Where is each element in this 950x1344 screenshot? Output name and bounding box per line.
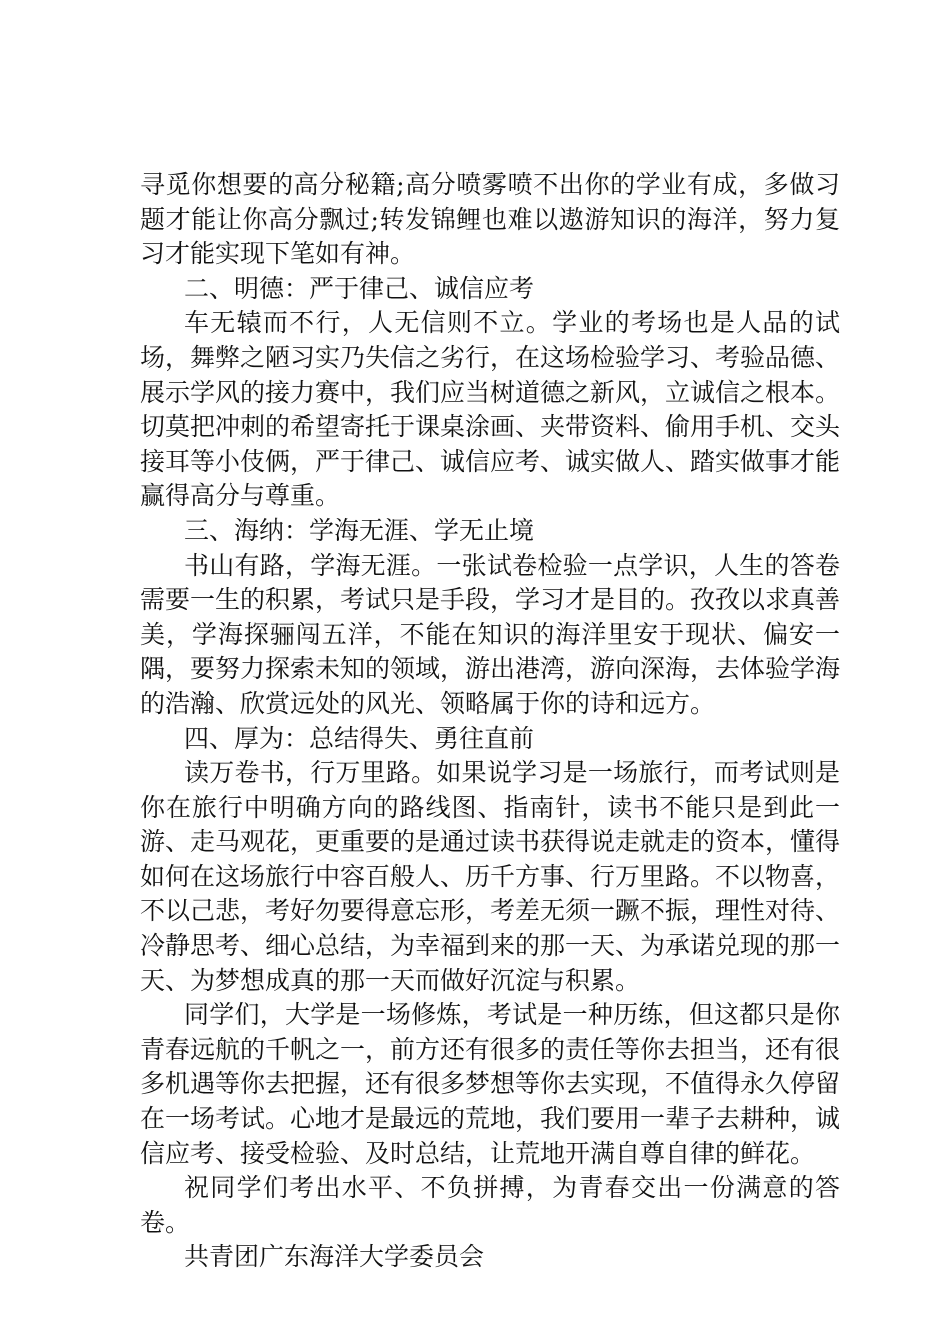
paragraph-mingde: 车无辕而不行，人无信则不立。学业的考场也是人品的试场，舞弊之陋习实乃失信之劣行，在这场检验学习、考验品德、展示学风的接力赛中，我们应当树道德之新风，立诚信之根本。切莫把冲刺的希望寄托于课桌涂画、夹带资料、偷用手机、交头接耳等小伎俩，严于律己、诚信应考、诚实做人、踏实做事才能赢得高分与尊重。 bbox=[140, 308, 841, 511]
paragraph-houwei: 读万卷书，行万里路。如果说学习是一场旅行，而考试则是你在旅行中明确方向的路线图、指南针，读书不能只是到此一游、走马观花，更重要的是通过读书获得说走就走的资本，懂得如何在这场旅行中容百般人、历千方事、行万里路。不以物喜，不以己悲，考好勿要得意忘形，考差无须一蹶不振，理性对待、冷静思考、细心总结，为幸福到来的那一天、为承诺兑现的那一天、为梦想成真的那一天而做好沉淀与积累。 bbox=[140, 758, 841, 995]
document-body bbox=[140, 168, 840, 1275]
section-heading-haina: 三、海纳：学海无涯、学无止境 bbox=[184, 515, 535, 545]
signature-organization: 共青团广东海洋大学委员会 bbox=[184, 1242, 485, 1272]
paragraph-haina: 书山有路，学海无涯。一张试卷检验一点学识，人生的答卷需要一生的积累，考试只是手段，学习才是目的。孜孜以求真善美，学海探骊闯五洋，不能在知识的海洋里安于现状、偏安一隅，要努力探索未知的领域，游出港湾，游向深海，去体验学海的浩瀚、欣赏远处的风光、领略属于你的诗和远方。 bbox=[140, 550, 841, 718]
paragraph-intro: 寻觅你想要的高分秘籍;高分喷雾喷不出你的学业有成，多做习题才能让你高分飘过;转发锦鲤也难以遨游知识的海洋，努力复习才能实现下笔如有神。 bbox=[140, 170, 840, 269]
section-heading-houwei: 四、厚为：总结得失、勇往直前 bbox=[184, 723, 535, 753]
section-heading-mingde: 二、明德：严于律己、诚信应考 bbox=[184, 273, 535, 303]
paragraph-classmates: 同学们，大学是一场修炼，考试是一种历练，但这都只是你青春远航的千帆之一，前方还有很多的责任等你去担当，还有很多机遇等你去把握，还有很多梦想等你去实现，不值得永久停留在一场考试。心地才是最远的荒地，我们要用一辈子去耕种，诚信应考、接受检验、及时总结，让荒地开满自尊自律的鲜花。 bbox=[140, 1000, 841, 1168]
paragraph-wishes: 祝同学们考出水平、不负拼搏，为青春交出一份满意的答卷。 bbox=[140, 1173, 840, 1237]
